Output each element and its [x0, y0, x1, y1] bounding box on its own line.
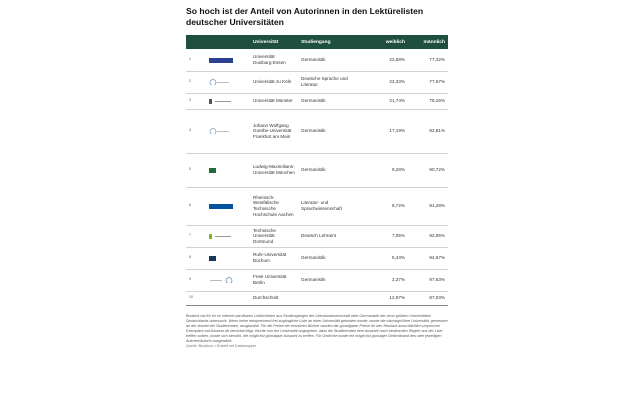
rank-cell: 7 — [186, 225, 206, 247]
chart-title: So hoch ist der Anteil von Autorinnen in den Lektürelisten deutscher Universitäten — [186, 6, 424, 27]
university-cell: Universität Münster — [250, 93, 298, 109]
table-row — [186, 187, 448, 225]
goethe-frankfurt-logo — [209, 128, 235, 134]
female-share-cell: 22,58% — [366, 49, 408, 71]
university-cell: Technische Universität Dortmund — [250, 225, 298, 247]
data-table — [186, 35, 448, 306]
subject-cell: Literatur- und Sprachwissenschaft — [298, 187, 366, 225]
male-share-cell: 77,42% — [408, 49, 448, 71]
fu-berlin-logo — [209, 277, 235, 283]
male-share-cell: 91,28% — [408, 187, 448, 225]
subject-cell — [298, 291, 366, 305]
female-share-cell: 8,72% — [366, 187, 408, 225]
duisburg-essen-logo — [209, 57, 235, 63]
male-share-cell: 78,26% — [408, 93, 448, 109]
male-share-cell: 94,57% — [408, 247, 448, 269]
table-row — [186, 269, 448, 291]
subject-cell: Germanistik — [298, 49, 366, 71]
male-share-cell: 77,67% — [408, 71, 448, 93]
logo-cell — [206, 93, 250, 109]
logo-cell — [206, 153, 250, 187]
subject-cell: Germanistik — [298, 153, 366, 187]
female-share-cell: 7,05% — [366, 225, 408, 247]
koeln-seal-logo — [209, 79, 235, 85]
chart-container — [186, 6, 448, 349]
female-share-cell: 2,37% — [366, 269, 408, 291]
female-share-cell: 17,19% — [366, 109, 408, 153]
header-male: männlich — [408, 35, 448, 49]
rank-cell: 9 — [186, 269, 206, 291]
table-row — [186, 109, 448, 153]
header-female: weiblich — [366, 35, 408, 49]
rwth-aachen-logo — [209, 203, 235, 209]
male-share-cell: 97,63% — [408, 269, 448, 291]
tu-dortmund-logo — [209, 233, 235, 239]
table-row — [186, 71, 448, 93]
male-share-cell: 82,81% — [408, 109, 448, 153]
subject-cell: Germanistik — [298, 269, 366, 291]
subject-cell: Germanistik — [298, 109, 366, 153]
subject-cell: Germanistik — [298, 247, 366, 269]
rank-cell: 8 — [186, 247, 206, 269]
university-cell: Durchschnitt — [250, 291, 298, 305]
rank-cell: 2 — [186, 71, 206, 93]
university-cell: Ludwig-Maximilians-Universität München — [250, 153, 298, 187]
table-row — [186, 49, 448, 71]
university-cell: Universität Duisburg-Essen — [250, 49, 298, 71]
table-row — [186, 247, 448, 269]
logo-cell — [206, 187, 250, 225]
subject-cell: Germanistik — [298, 93, 366, 109]
lmu-logo — [209, 167, 235, 173]
logo-cell — [206, 225, 250, 247]
rub-logo — [209, 255, 235, 261]
rank-cell: 6 — [186, 187, 206, 225]
female-share-cell: 22,33% — [366, 71, 408, 93]
university-cell: Ruhr-Universität Bochum — [250, 247, 298, 269]
female-share-cell: 21,74% — [366, 93, 408, 109]
logo-cell — [206, 49, 250, 71]
female-share-cell: 12,97% — [366, 291, 408, 305]
table-row — [186, 153, 448, 187]
logo-cell — [206, 291, 250, 305]
header-subject: Studiengang — [298, 35, 366, 49]
logo-cell — [206, 71, 250, 93]
rank-cell: 4 — [186, 109, 206, 153]
header-rank — [186, 35, 206, 49]
logo-cell — [206, 269, 250, 291]
rank-cell: 1 — [186, 49, 206, 71]
rank-cell: 5 — [186, 153, 206, 187]
university-cell: Rheinisch-Westfälische Technische Hochschule Aachen — [250, 187, 298, 225]
subject-cell: Deutsch Lehramt — [298, 225, 366, 247]
university-cell: Johann Wolfgang Goethe-Universität Frankfurt am Main — [250, 109, 298, 153]
footnote: Booktok hat für ihr im Internet abrufbaren Lektürelisten aus Studiengängen der Literaturwissenschaft oder Germanistik der neun größten Universitäten Deutschlands untersucht. Wenn keine entsprechend frei zugängliche Liste an einer Universität gefunden wurde, wurde die nächstgrößere Universität, gemessen an der Anzahl der Studierenden, ausgewählt. Für die Preise der einzelnen Bücher wurden die günstigsten Preise für den Neukauf ausschließlich physischer Exemplare auf Amazon.de berücksichtigt. Wurde von der Universität angegeben, dass die Studierenden eine Auswahl nach bestimmten Regeln aus der Liste treffen sollten, wurde sich bemüht, die möglichst günstigste Auswahl zu treffen. Für Gedichte wurde ein möglichst günstiger Gedichtband des oder jeweiligen Autoren/Autorin ausgewählt. — [186, 313, 448, 343]
table-row-average — [186, 291, 448, 305]
subject-cell: Deutsche Sprache und Literatur — [298, 71, 366, 93]
table-row — [186, 93, 448, 109]
logo-cell — [206, 109, 250, 153]
header-logo — [206, 35, 250, 49]
rank-cell: 3 — [186, 93, 206, 109]
university-cell: Universität zu Köln — [250, 71, 298, 93]
female-share-cell: 9,28% — [366, 153, 408, 187]
table-header-row — [186, 35, 448, 49]
muenster-logo — [209, 98, 235, 104]
male-share-cell: 87,03% — [408, 291, 448, 305]
university-cell: Freie Universität Berlin — [250, 269, 298, 291]
source-line: Quelle: Booktoor • Erstellt mit Datawrapper — [186, 343, 257, 348]
table-row — [186, 225, 448, 247]
logo-cell — [206, 247, 250, 269]
header-university: Universität — [250, 35, 298, 49]
male-share-cell: 92,95% — [408, 225, 448, 247]
female-share-cell: 5,43% — [366, 247, 408, 269]
rank-cell: 10 — [186, 291, 206, 305]
male-share-cell: 90,72% — [408, 153, 448, 187]
